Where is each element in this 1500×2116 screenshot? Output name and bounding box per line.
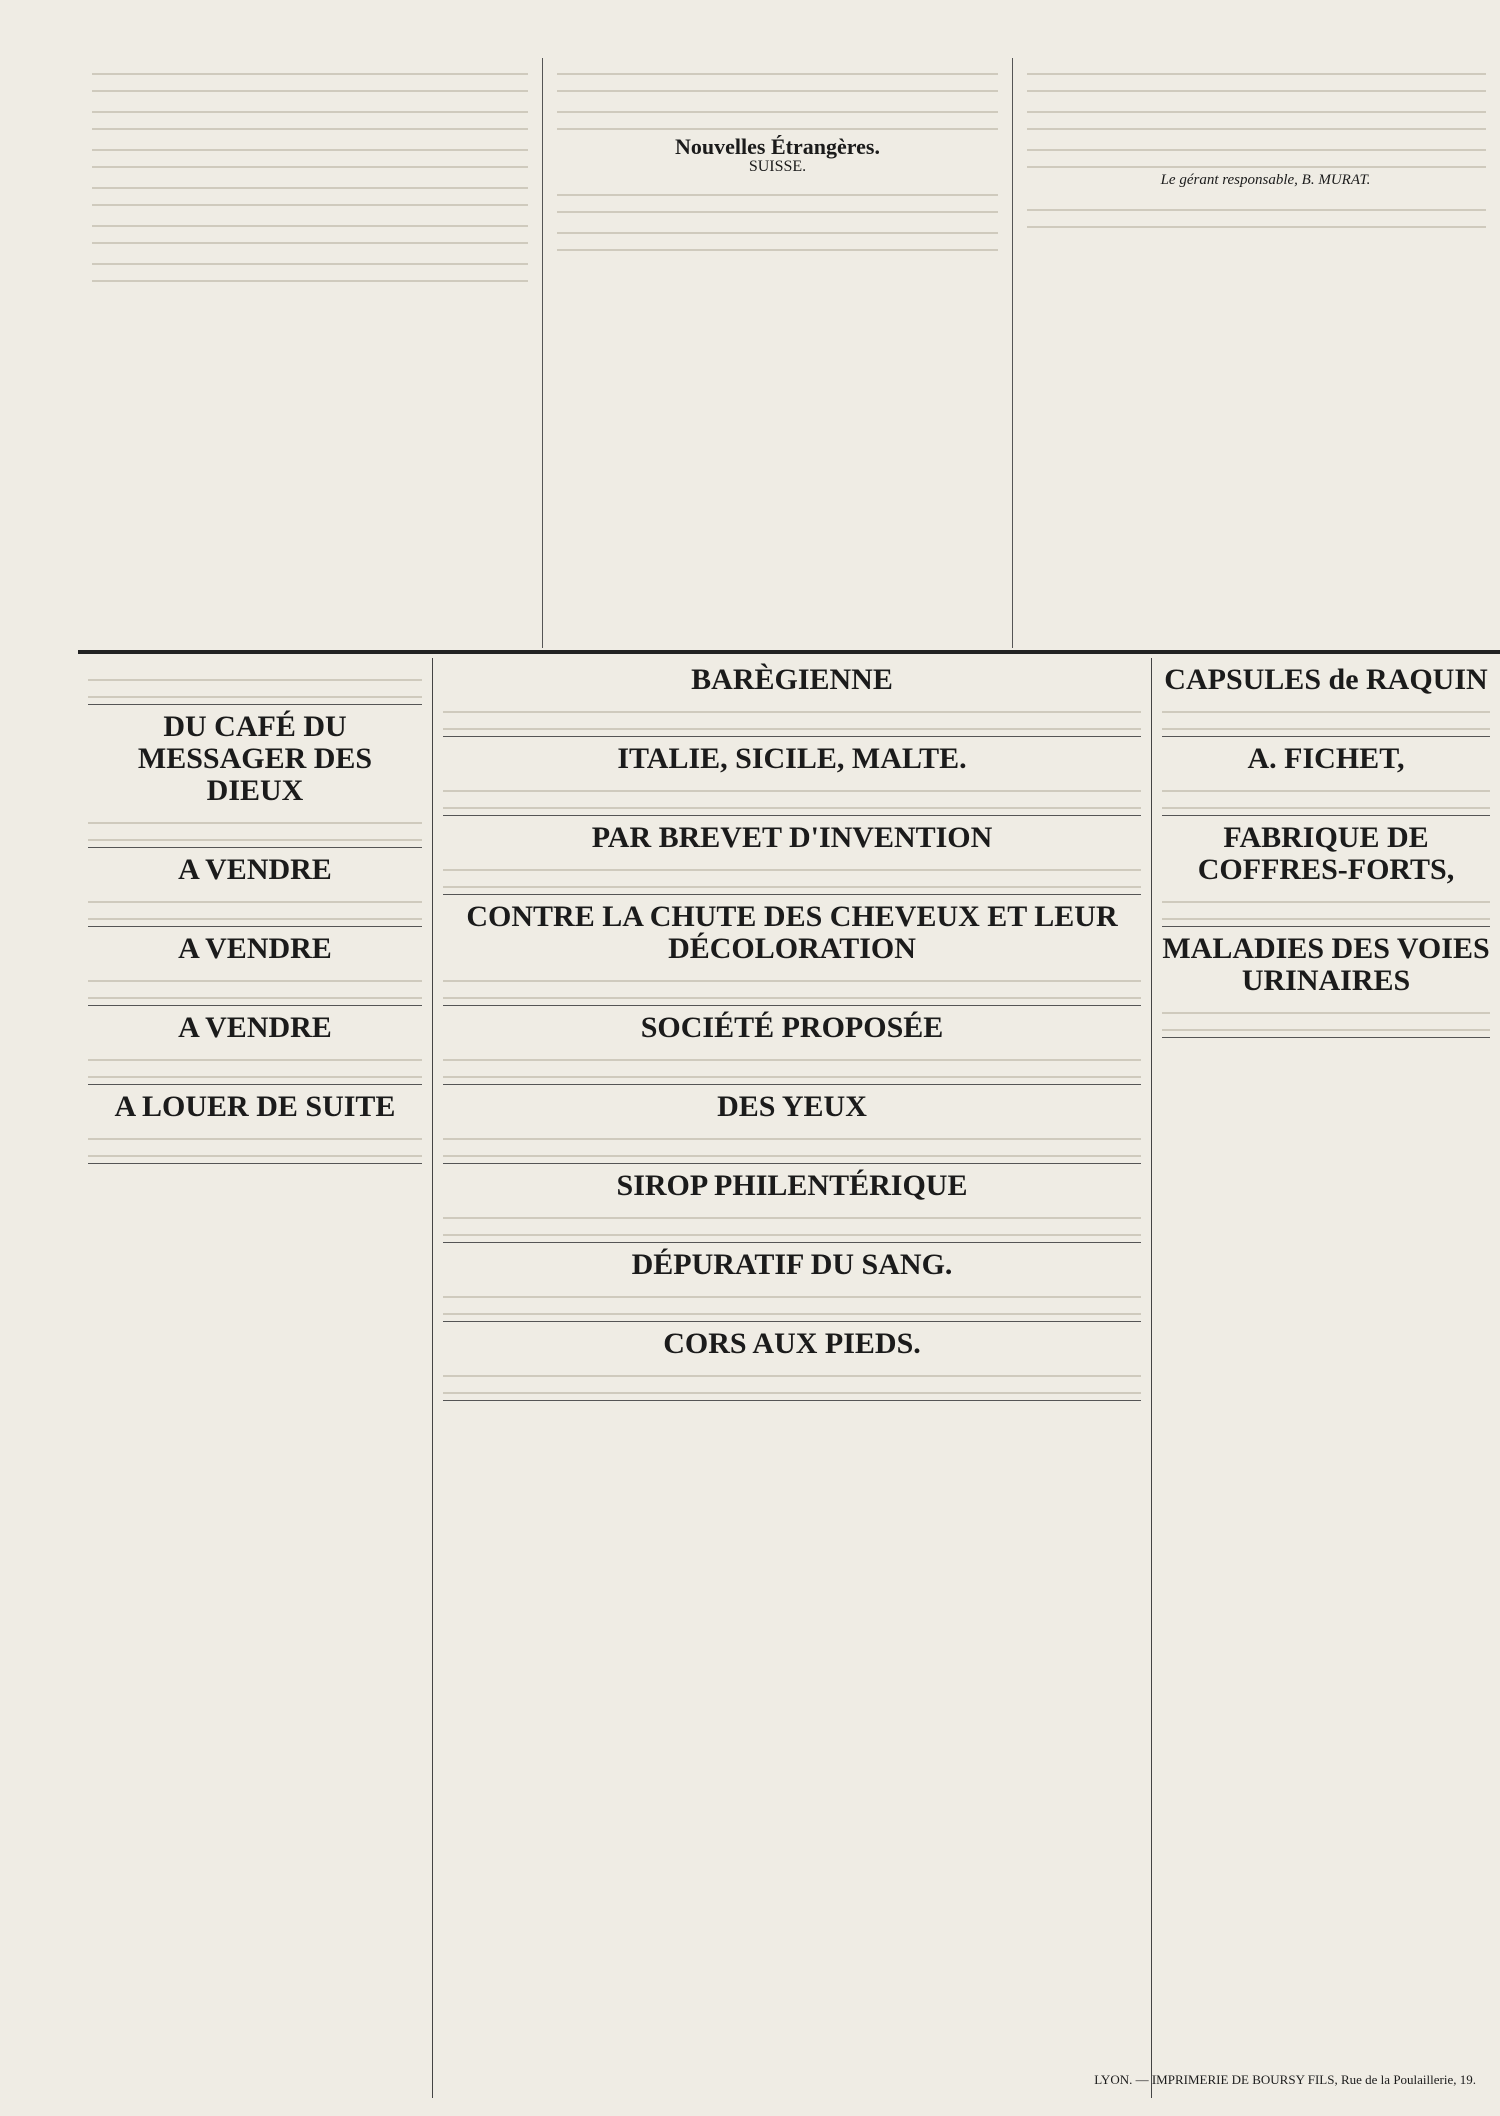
section-divider: [78, 650, 1500, 654]
advertisement: [443, 1006, 1141, 1085]
advertisement: [443, 816, 1141, 895]
advertisement: [443, 658, 1141, 737]
advertisement: [88, 1085, 422, 1164]
ad-text: [443, 1281, 1141, 1315]
news-columns: [78, 58, 1500, 648]
ad-text: [1162, 775, 1490, 809]
news-paragraph: [1027, 96, 1486, 130]
advertisement: [88, 1006, 422, 1085]
advertisement: [443, 1085, 1141, 1164]
ad-title: CAPSULES de RAQUIN: [1164, 663, 1488, 696]
ad-text: [88, 886, 422, 920]
ads-left-column: [78, 658, 433, 2098]
advertisement: [443, 1164, 1141, 1243]
news-paragraph: [1027, 134, 1486, 168]
ad-text: [88, 807, 422, 841]
ad-title: A VENDRE: [178, 853, 332, 886]
ad-title: DU CAFÉ DU MESSAGER DES DIEUX: [137, 710, 373, 807]
ad-text: [88, 965, 422, 999]
ad-text: [1162, 696, 1490, 730]
advertisement: [1162, 816, 1490, 927]
news-paragraph: [557, 179, 998, 213]
news-paragraph: [92, 172, 528, 206]
ad-title: CORS AUX PIEDS.: [663, 1327, 921, 1360]
ad-title: SIROP PHILENTÉRIQUE: [616, 1169, 968, 1202]
ad-text: [443, 854, 1141, 888]
ad-text: [88, 664, 422, 698]
news-paragraph: [92, 58, 528, 92]
advertisement: [88, 927, 422, 1006]
news-paragraph: [557, 217, 998, 251]
advertisement: [443, 1243, 1141, 1322]
ad-title: A LOUER DE SUITE: [114, 1090, 396, 1123]
section-subtitle: SUISSE.: [748, 157, 807, 175]
ad-title: A. FICHET,: [1247, 742, 1405, 775]
news-paragraph: [92, 248, 528, 282]
advertisement: [443, 737, 1141, 816]
news-paragraph: [1027, 58, 1486, 92]
section-title: Nouvelles Étrangères.: [675, 134, 880, 159]
ad-title: A VENDRE: [178, 1011, 332, 1044]
ad-title: DÉPURATIF DU SANG.: [631, 1248, 953, 1281]
news-paragraph: [92, 96, 528, 130]
ad-title: DES YEUX: [717, 1090, 867, 1123]
ad-text: [88, 1123, 422, 1157]
news-paragraph: [557, 58, 998, 92]
advertisement: [88, 848, 422, 927]
ad-text: [443, 1360, 1141, 1394]
advertisement: [1162, 658, 1490, 737]
news-column-2: [543, 58, 1013, 648]
ad-title: MALADIES DES VOIES URINAIRES: [1162, 932, 1490, 997]
ad-text: [1162, 886, 1490, 920]
ad-title: PAR BREVET D'INVENTION: [591, 821, 993, 854]
gerant-signature: Le gérant responsable, B. MURAT.: [1160, 172, 1371, 188]
ads-right-column: [1152, 658, 1500, 2098]
ad-title: FABRIQUE DE COFFRES-FORTS,: [1197, 821, 1455, 886]
news-paragraph: [92, 210, 528, 244]
ad-text: [443, 1202, 1141, 1236]
ads-center-column: [433, 658, 1152, 2098]
advertisement: [88, 705, 422, 848]
news-column-1: [78, 58, 543, 648]
advertisement: [443, 1322, 1141, 1401]
ad-title: BARÈGIENNE: [691, 663, 893, 696]
ad-title: SOCIÉTÉ PROPOSÉE: [640, 1011, 944, 1044]
ad-text: [443, 1044, 1141, 1078]
ad-title: ITALIE, SICILE, MALTE.: [617, 742, 967, 775]
advertisement: [88, 658, 422, 705]
advertisement: [1162, 927, 1490, 1038]
news-paragraph: [1027, 194, 1486, 228]
news-column-3: [1013, 58, 1500, 648]
ad-text: [443, 1123, 1141, 1157]
ad-text: [1162, 997, 1490, 1031]
ad-title: A VENDRE: [178, 932, 332, 965]
advertisement: [443, 895, 1141, 1006]
news-paragraph: [557, 96, 998, 130]
ad-text: [443, 775, 1141, 809]
ad-text: [443, 696, 1141, 730]
news-paragraph: [92, 134, 528, 168]
ad-text: [88, 1044, 422, 1078]
ad-title: CONTRE LA CHUTE DES CHEVEUX ET LEUR DÉCOLORATION: [466, 900, 1118, 965]
advertisements: [78, 658, 1500, 2098]
ad-text: [443, 965, 1141, 999]
printer-imprint: LYON. — IMPRIMERIE DE BOURSY FILS, Rue de la Poulaillerie, 19.: [1094, 2072, 1476, 2087]
advertisement: [1162, 737, 1490, 816]
